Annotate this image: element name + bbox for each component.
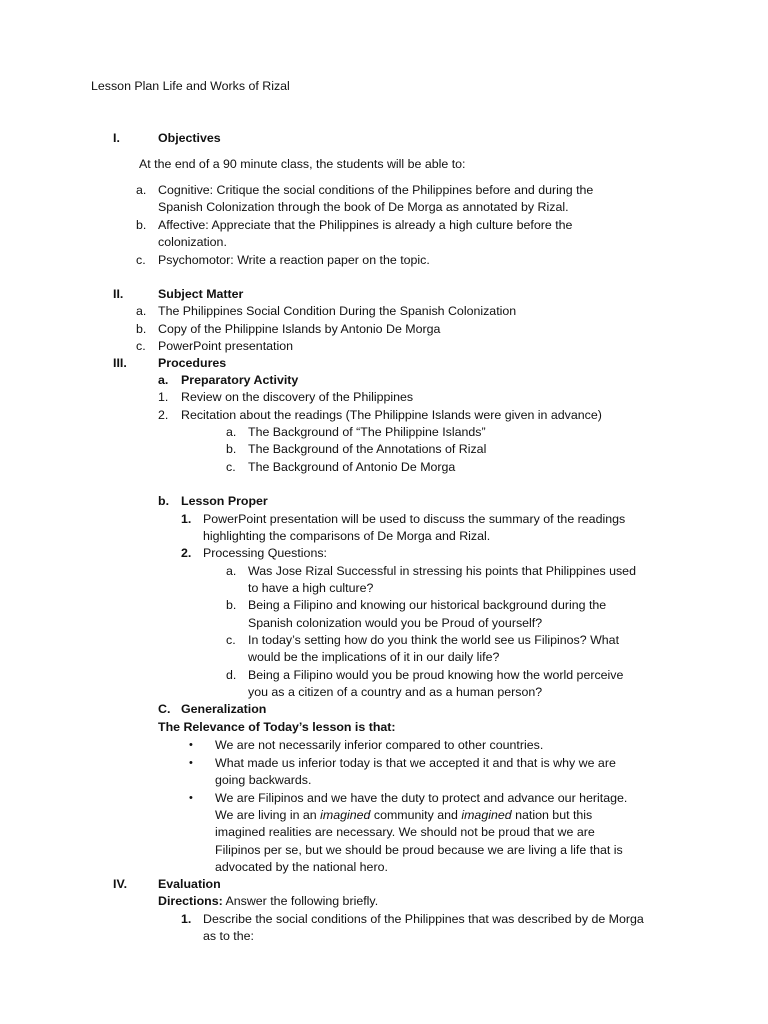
list-item-text: you as a citizen of a country and as a human person? <box>248 685 543 699</box>
bullet-text-mixed <box>215 807 592 824</box>
emphasis-text: imagined <box>461 808 512 822</box>
list-item-text: PowerPoint presentation will be used to discuss the summary of the readings <box>203 512 626 526</box>
relevance-heading: The Relevance of Today’s lesson is that: <box>158 720 396 734</box>
bullet-text: Filipinos per se, but we should be proud because we are living a life that is <box>215 843 623 857</box>
list-marker: a. <box>226 425 237 439</box>
list-item-text: Copy of the Philippine Islands by Antonio De Morga <box>158 322 441 336</box>
list-marker: b. <box>136 218 147 232</box>
list-item-text: Being a Filipino and knowing our historical background during the <box>248 598 607 612</box>
section-heading-objectives: Objectives <box>158 131 221 145</box>
section-numeral: IV. <box>113 877 128 891</box>
section-numeral: II. <box>113 287 124 301</box>
list-item-text: The Background of the Annotations of Rizal <box>248 442 487 456</box>
list-item-text: The Background of Antonio De Morga <box>248 460 456 474</box>
list-marker: a. <box>158 373 169 387</box>
section-heading-subject-matter: Subject Matter <box>158 287 244 301</box>
emphasis-text: imagined <box>320 808 371 822</box>
section-heading-evaluation: Evaluation <box>158 877 221 891</box>
list-item-text: Processing Questions: <box>203 546 327 560</box>
list-marker: d. <box>226 668 237 682</box>
list-item-text: Recitation about the readings (The Philippine Islands were given in advance) <box>181 408 602 422</box>
directions-text: Answer the following briefly. <box>222 894 379 908</box>
list-marker: b. <box>226 442 237 456</box>
list-marker: b. <box>226 598 237 612</box>
bullet-text: We are not necessarily inferior compared to other countries. <box>215 738 544 752</box>
list-marker: c. <box>226 633 236 647</box>
text-run: nation but this <box>511 808 593 822</box>
directions-label: Directions: <box>158 894 223 908</box>
list-item-text: colonization. <box>158 235 227 249</box>
list-marker: a. <box>226 564 237 578</box>
list-marker: 1. <box>181 912 192 926</box>
list-marker: 2. <box>158 408 169 422</box>
section-numeral: I. <box>113 131 120 145</box>
list-item-text: The Philippines Social Condition During the Spanish Colonization <box>158 304 517 318</box>
list-marker: a. <box>136 304 147 318</box>
list-marker: b. <box>158 494 170 508</box>
subheading-lesson-proper: Lesson Proper <box>181 494 268 508</box>
document-title: Lesson Plan Life and Works of Rizal <box>91 79 290 93</box>
list-item-text: In today’s setting how do you think the world see us Filipinos? What <box>248 633 620 647</box>
list-item-text: Spanish colonization would you be Proud of yourself? <box>248 616 543 630</box>
list-marker: c. <box>226 460 236 474</box>
list-item-text: Spanish Colonization through the book of De Morga as annotated by Rizal. <box>158 200 569 214</box>
list-item-text: PowerPoint presentation <box>158 339 294 353</box>
list-marker: 1. <box>158 390 169 404</box>
list-item-text: Review on the discovery of the Philippines <box>181 390 414 404</box>
bullet-icon: • <box>189 739 193 751</box>
directions-line <box>158 893 378 910</box>
list-item-text: Being a Filipino would you be proud knowing how the world perceive <box>248 668 624 682</box>
list-marker: c. <box>136 339 146 353</box>
bullet-text: imagined realities are necessary. We should not be proud that we are <box>215 825 595 839</box>
bullet-text: What made us inferior today is that we accepted it and that is why we are <box>215 756 616 770</box>
list-item-text: to have a high culture? <box>248 581 374 595</box>
list-item-text: highlighting the comparisons of De Morga and Rizal. <box>203 529 491 543</box>
bullet-icon: • <box>189 792 193 804</box>
list-item-text: Affective: Appreciate that the Philippines is already a high culture before the <box>158 218 573 232</box>
list-item-text: Was Jose Rizal Successful in stressing his points that Philippines used <box>248 564 636 578</box>
list-marker: C. <box>158 702 171 716</box>
list-marker: c. <box>136 253 146 267</box>
list-marker: 1. <box>181 512 192 526</box>
list-marker: b. <box>136 322 147 336</box>
section-numeral: III. <box>113 356 127 370</box>
list-marker: 2. <box>181 546 192 560</box>
text-run: community and <box>370 808 462 822</box>
bullet-text: going backwards. <box>215 773 312 787</box>
bullet-text: advocated by the national hero. <box>215 860 388 874</box>
section-heading-procedures: Procedures <box>158 356 227 370</box>
bullet-text: We are Filipinos and we have the duty to protect and advance our heritage. <box>215 791 628 805</box>
list-item-text: Describe the social conditions of the Philippines that was described by de Morga <box>203 912 644 926</box>
list-marker: a. <box>136 183 147 197</box>
list-item-text: would be the implications of it in our daily life? <box>248 650 500 664</box>
list-item-text: Psychomotor: Write a reaction paper on the topic. <box>158 253 430 267</box>
list-item-text: The Background of “The Philippine Islands” <box>248 425 486 439</box>
bullet-icon: • <box>189 757 193 769</box>
list-item-text: Cognitive: Critique the social conditions of the Philippines before and during the <box>158 183 594 197</box>
subheading-generalization: Generalization <box>181 702 267 716</box>
list-item-text: as to the: <box>203 929 254 943</box>
subheading-preparatory-activity: Preparatory Activity <box>181 373 299 387</box>
text-run: We are living in an <box>215 808 321 822</box>
objectives-intro: At the end of a 90 minute class, the students will be able to: <box>139 157 466 171</box>
